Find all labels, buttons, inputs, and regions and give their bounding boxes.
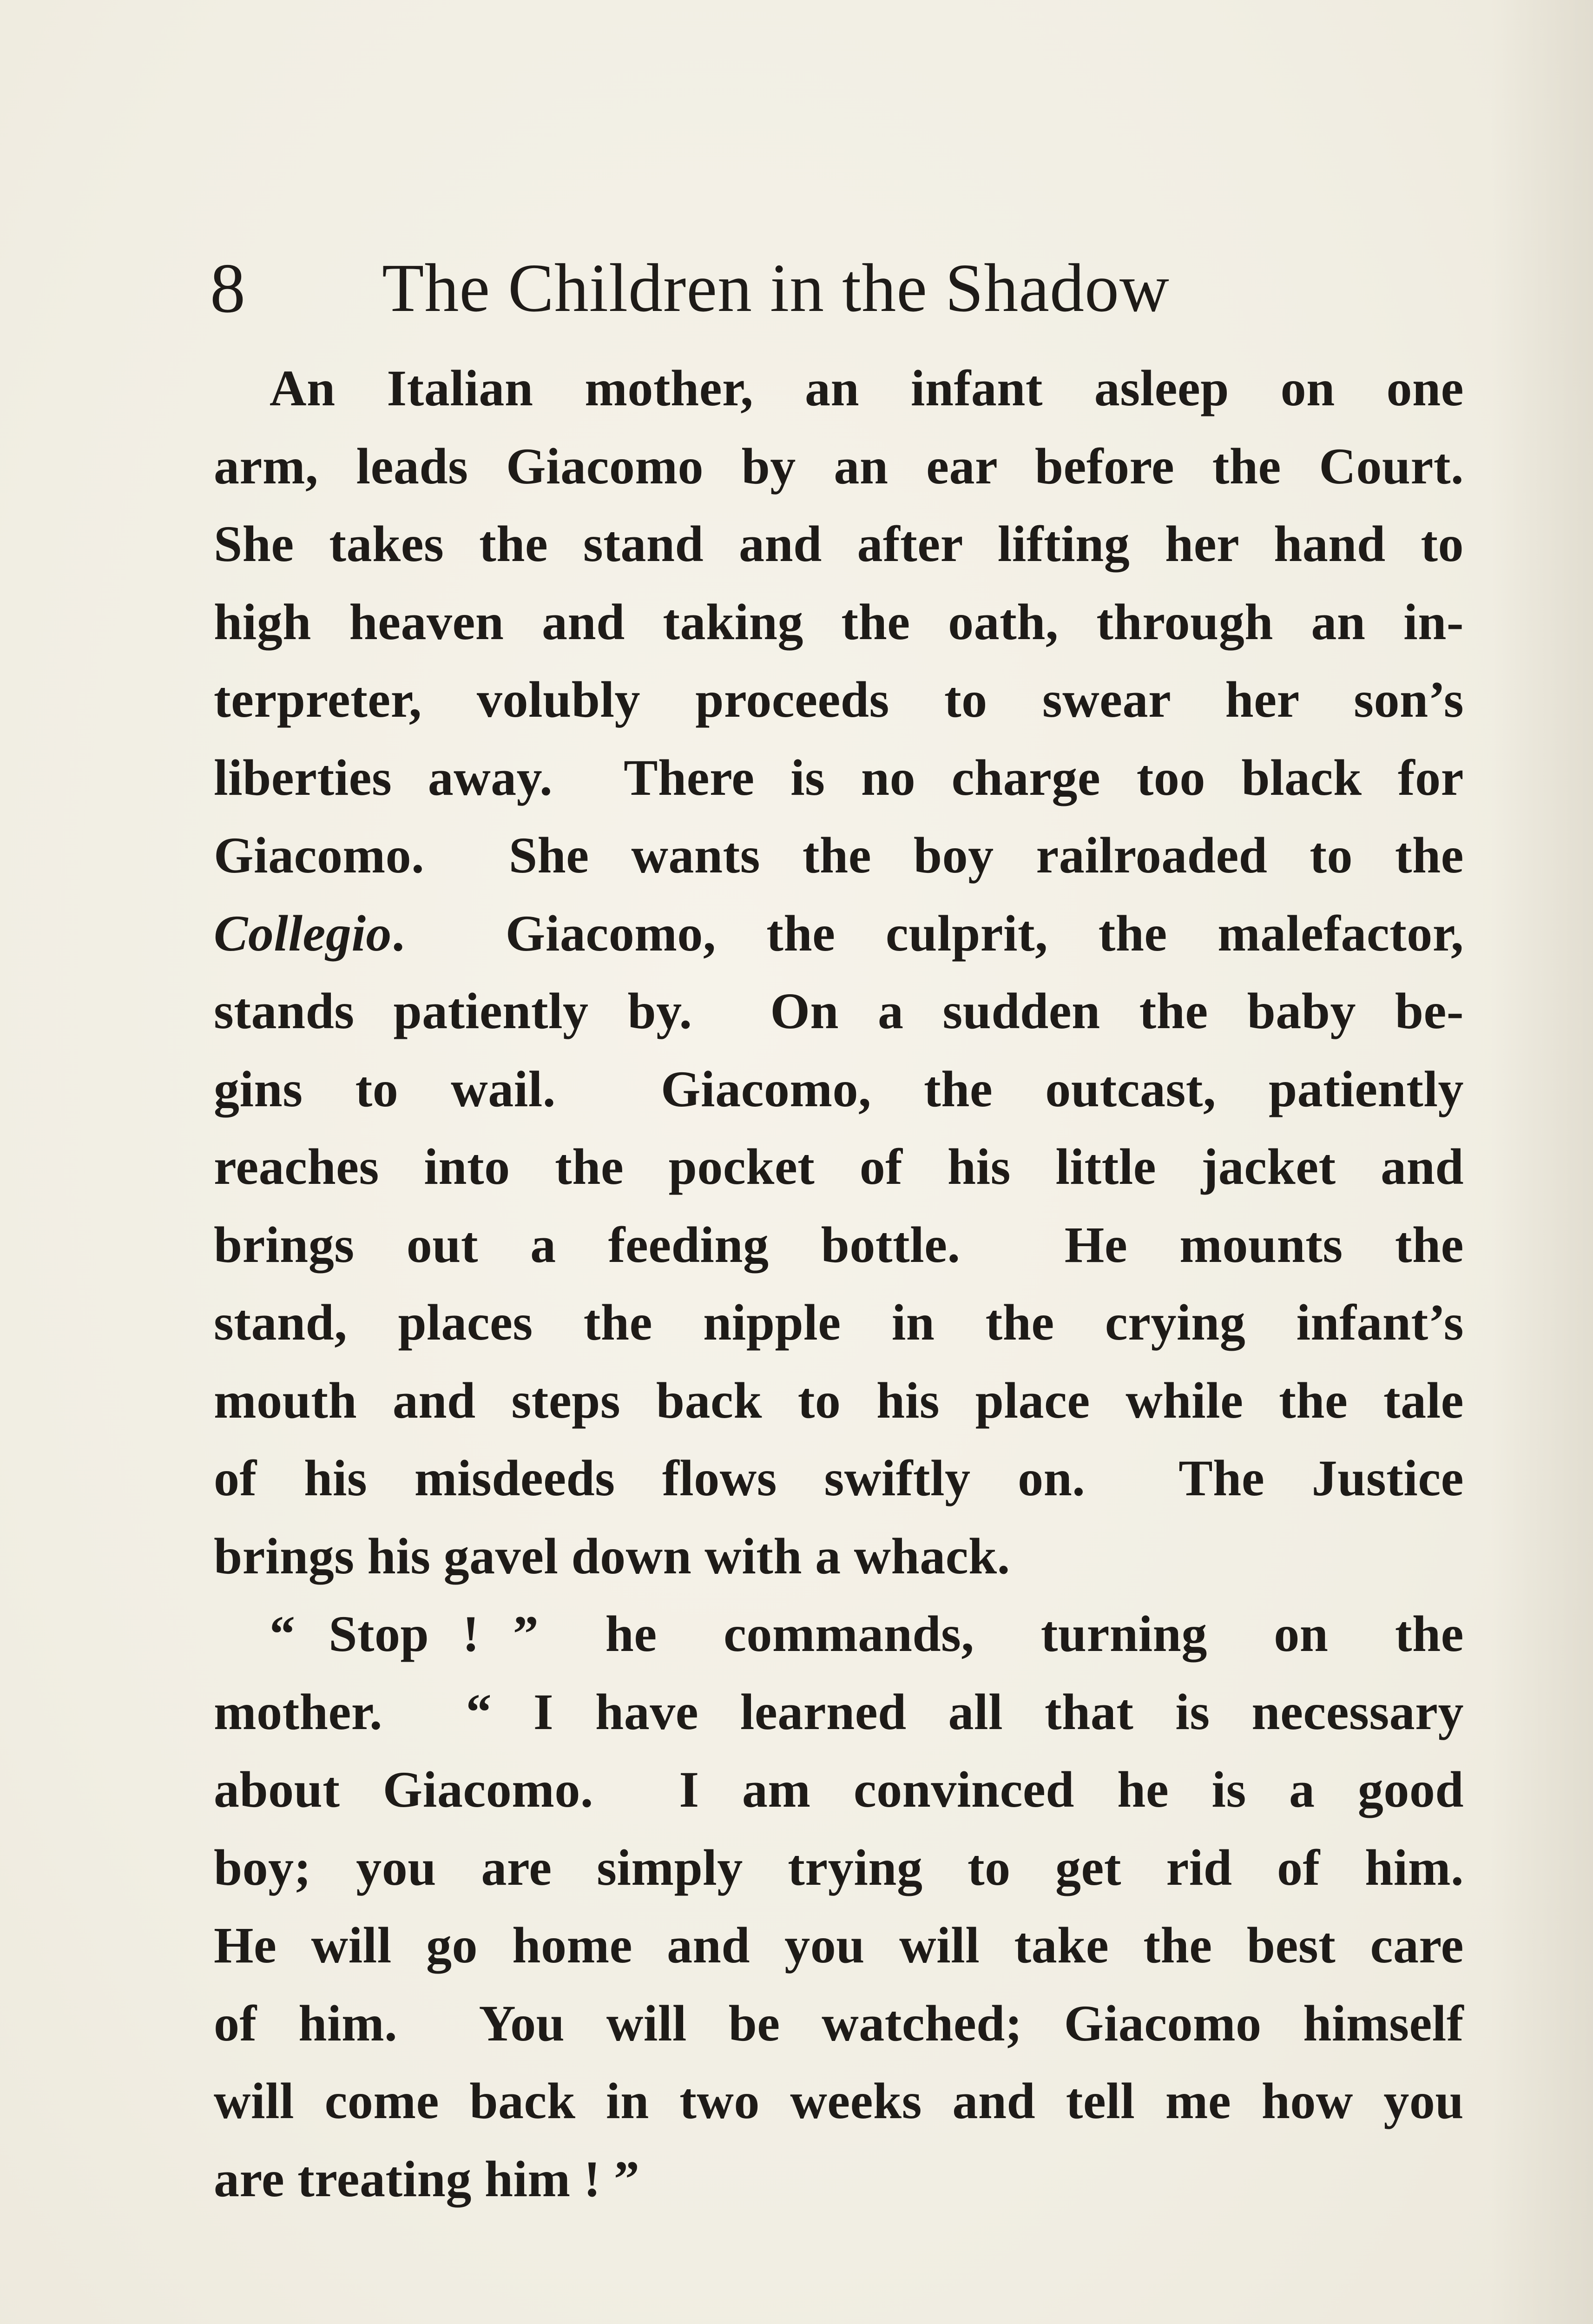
text-line: about Giacomo. I am convinced he is a good	[214, 1761, 1464, 1818]
text-line: of his misdeeds flows swiftly on. The Justice	[214, 1450, 1464, 1506]
text-line: stands patiently by. On a sudden the baby be-	[214, 983, 1464, 1039]
text-line: brings his gavel down with a whack.	[214, 1527, 1010, 1585]
text-line: Giacomo. She wants the boy railroaded to the	[214, 827, 1464, 884]
body-text	[214, 350, 1464, 2218]
text-line: “ Stop ! ” he commands, turning on the	[270, 1605, 1464, 1662]
text-line: arm, leads Giacomo by an ear before the Court.	[214, 437, 1464, 495]
text-line: brings out a feeding bottle. He mounts the	[214, 1216, 1464, 1273]
text-line: She takes the stand and after lifting her hand to	[214, 515, 1464, 572]
text-line: liberties away. There is no charge too black for	[214, 749, 1464, 806]
text-line: high heaven and taking the oath, through an in-	[214, 593, 1464, 650]
text-line: gins to wail. Giacomo, the outcast, patiently	[214, 1060, 1464, 1117]
paragraph-2	[214, 1595, 1464, 2218]
text-line: Collegio. Giacomo, the culprit, the malefactor,	[214, 905, 1464, 962]
text-line: stand, places the nipple in the crying infant’s	[214, 1294, 1464, 1351]
text-line: terpreter, volubly proceeds to swear her son’s	[214, 671, 1464, 728]
italic-word: Collegio	[214, 905, 392, 962]
running-title: The Children in the Shadow	[382, 250, 1170, 326]
text-line: He will go home and you will take the best care	[214, 1917, 1464, 1974]
running-header	[210, 242, 1279, 335]
text-line: boy; you are simply trying to get rid of him.	[214, 1839, 1464, 1896]
text-line: reaches into the pocket of his little jacket and	[214, 1138, 1464, 1195]
text-line: mouth and steps back to his place while the tale	[214, 1372, 1464, 1429]
text-line: will come back in two weeks and tell me how you	[214, 2073, 1464, 2129]
paragraph-1	[214, 350, 1464, 1595]
page-number: 8	[210, 249, 245, 327]
text-line: are treating him ! ”	[214, 2150, 640, 2207]
text-line: mother. “ I have learned all that is necessary	[214, 1683, 1464, 1740]
text-line: of him. You will be watched; Giacomo himself	[214, 1994, 1464, 2052]
page-edge-shadow	[1491, 0, 1593, 2324]
text-line: An Italian mother, an infant asleep on one	[270, 360, 1464, 416]
